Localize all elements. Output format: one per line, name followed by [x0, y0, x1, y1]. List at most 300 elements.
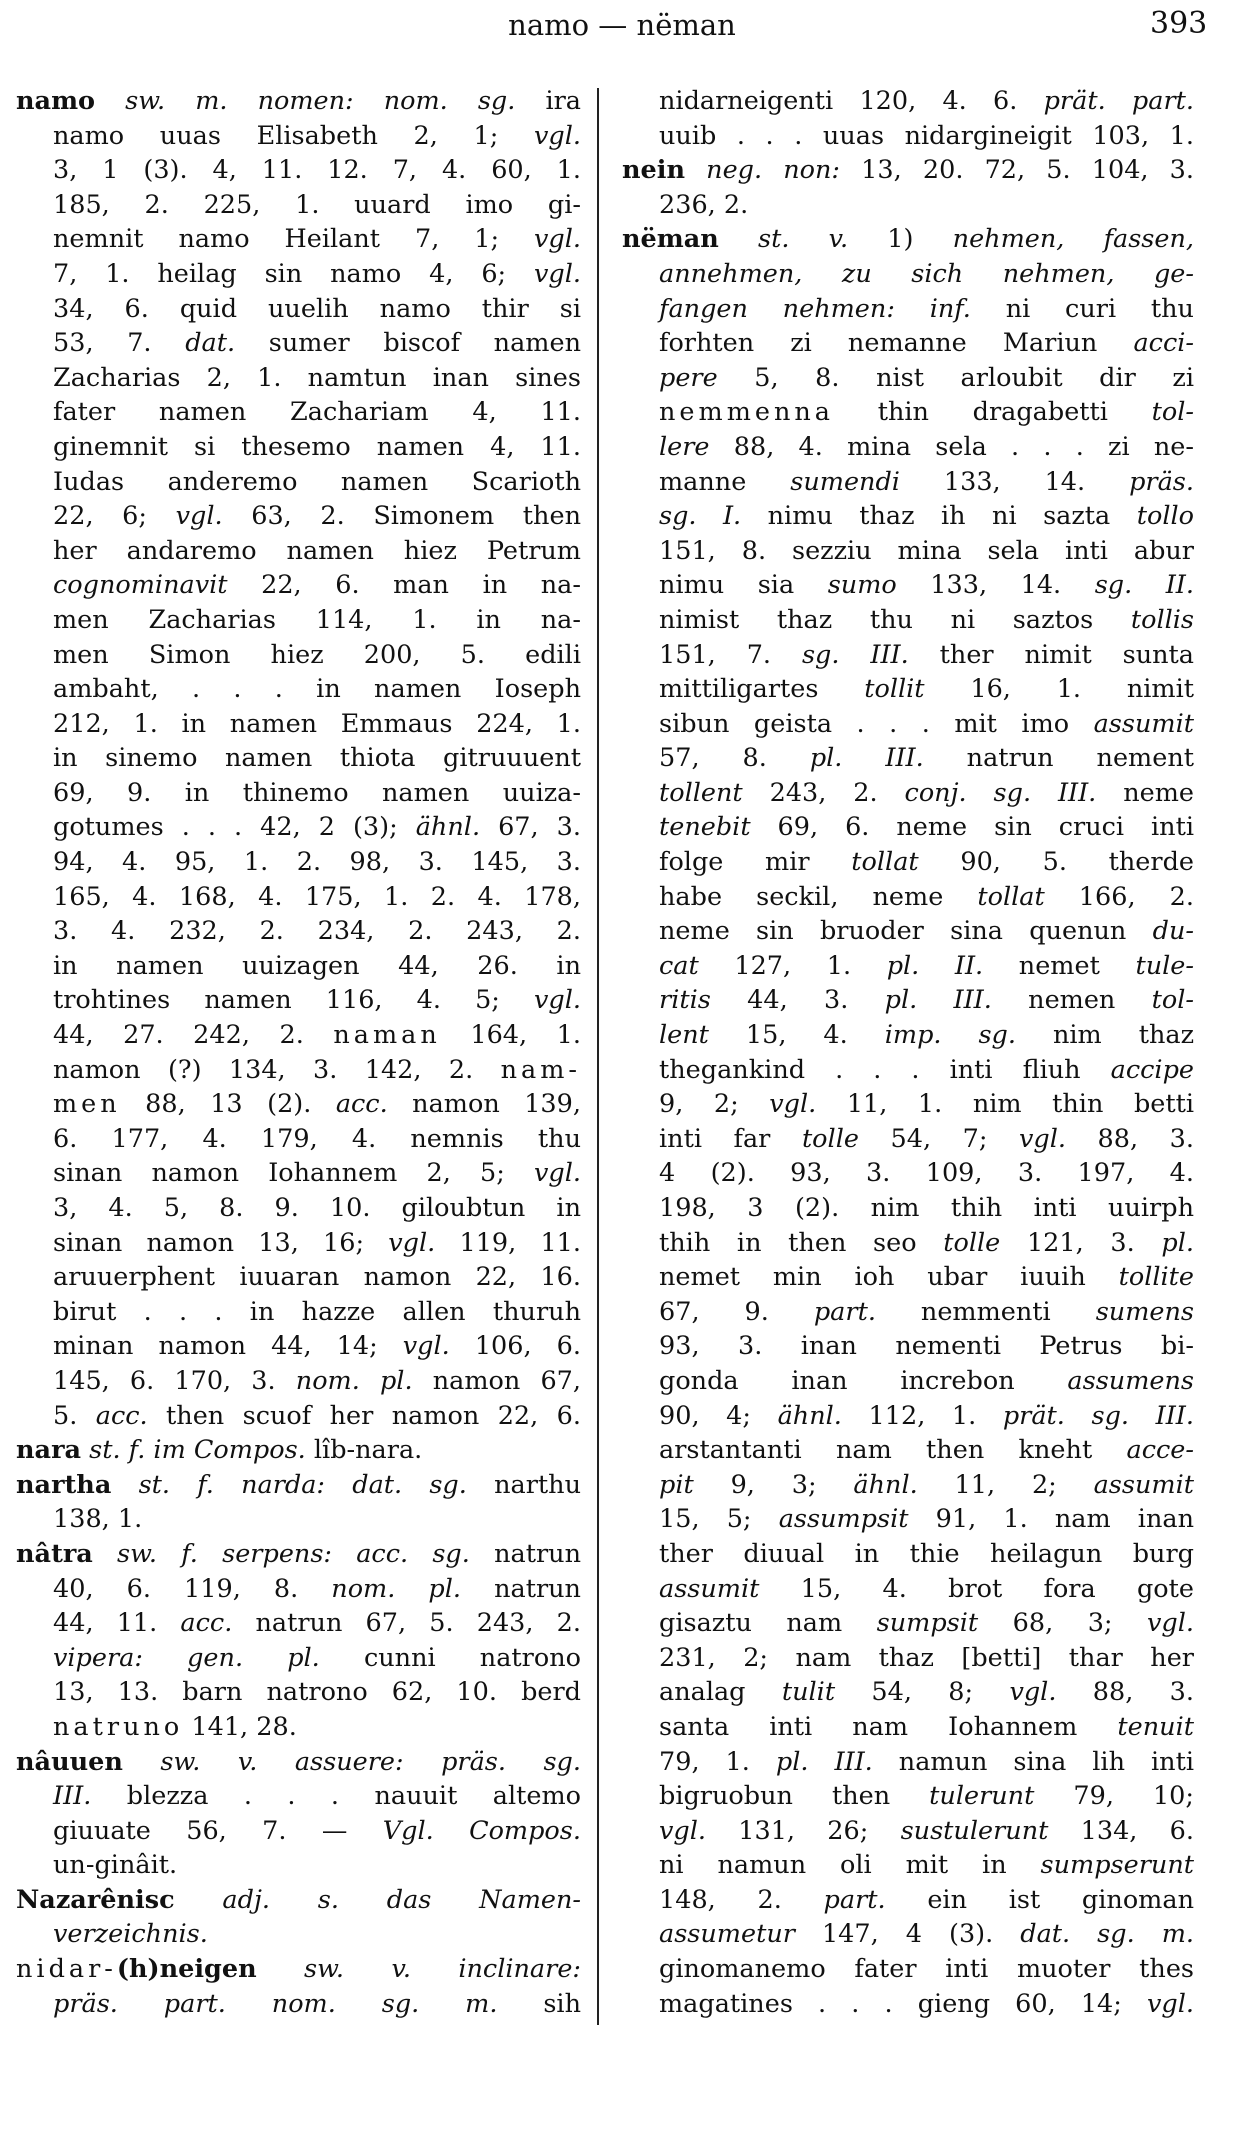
text-line [622, 1433, 1194, 1468]
italic-gloss: st. f. narda: dat. sg. [111, 1469, 467, 1500]
italic-gloss: vgl. [388, 1227, 436, 1258]
text-line [622, 1191, 1194, 1226]
text-line [622, 1814, 1194, 1849]
text-line [622, 1399, 1194, 1434]
text-line [622, 880, 1194, 915]
text-line [16, 1399, 581, 1434]
text-segment: gonda inan increbon [659, 1365, 1068, 1396]
text-segment: ambaht, . . . in namen Ioseph [53, 674, 581, 705]
italic-gloss: acc. [180, 1608, 233, 1639]
italic-gloss: lent [659, 1020, 709, 1051]
italic-gloss: tulit [781, 1677, 836, 1708]
text-line [16, 1053, 581, 1088]
text-segment: ni namun oli mit in [659, 1850, 1041, 1881]
text-segment: 243, 2. [742, 777, 905, 808]
italic-gloss: sumo [827, 570, 897, 601]
text-line [622, 257, 1194, 292]
italic-gloss: part. [813, 1296, 876, 1327]
italic-gloss: tol- [1151, 985, 1194, 1016]
italic-gloss: assumens [1067, 1365, 1194, 1396]
text-segment: 198, 3 (2). nim thih inti uuirph [659, 1193, 1194, 1223]
text-segment: 67, 3. [480, 812, 581, 843]
text-segment: nim thaz [1016, 1020, 1194, 1051]
text-line [622, 741, 1194, 776]
text-segment: 11, 1. nim thin betti [816, 1089, 1194, 1120]
text-line [622, 1295, 1194, 1330]
text-segment: 11, 2; [917, 1469, 1094, 1500]
text-segment: neme sin bruoder sina quenun [659, 916, 1153, 947]
italic-gloss: assumetur [659, 1919, 795, 1950]
text-line [16, 1675, 581, 1710]
text-line [16, 222, 581, 257]
text-segment: natrun [461, 1573, 581, 1604]
text-segment: 106, 6. [449, 1331, 581, 1362]
text-line [622, 1122, 1194, 1157]
text-line [16, 776, 581, 811]
italic-gloss: vgl. [1019, 1123, 1066, 1154]
text-segment: nimu thaz ih ni sazta [741, 501, 1137, 532]
text-segment: trohtines namen 116, 4. 5; [53, 985, 534, 1016]
text-line [16, 1329, 581, 1364]
italic-gloss: annehmen, zu sich nehmen, ge- [659, 258, 1194, 289]
text-segment: 3, 4. 5, 8. 9. 10. giloubtun in [53, 1193, 581, 1223]
text-segment: nemet [983, 950, 1136, 981]
text-segment: namon 67, [412, 1365, 581, 1396]
text-line [622, 1675, 1194, 1710]
text-segment: namun sina lih inti [872, 1746, 1194, 1777]
italic-gloss: sw. m. nomen: nom. sg. [95, 86, 516, 116]
text-segment: thin dragabetti [834, 397, 1152, 428]
italic-gloss: tulerunt [929, 1781, 1035, 1812]
text-line [16, 188, 581, 223]
page-number: 393 [1150, 6, 1208, 41]
text-segment: namon 139, [387, 1089, 581, 1120]
text-line [16, 1018, 581, 1053]
italic-gloss: pl. [1161, 1227, 1194, 1258]
headword: nara [16, 1435, 82, 1466]
italic-gloss: vgl. [534, 985, 581, 1016]
text-segment: 3. 4. 232, 2. 234, 2. 243, 2. [53, 916, 581, 947]
text-line [622, 1606, 1194, 1641]
text-segment: 54, 8; [835, 1677, 1010, 1708]
italic-gloss: ritis [659, 985, 711, 1016]
italic-gloss: sg. II. [1094, 570, 1194, 601]
text-segment: manne [659, 466, 791, 497]
text-segment: 57, 8. [659, 743, 810, 774]
text-segment: 133, 14. [896, 570, 1095, 601]
right-column [622, 84, 1194, 2021]
text-segment: 22, 6. man in na- [227, 570, 581, 601]
italic-gloss: vgl. [402, 1331, 450, 1362]
text-line [16, 326, 581, 361]
italic-gloss: tollit [864, 674, 925, 705]
italic-gloss: pl. III. [775, 1746, 873, 1777]
text-segment: 68, 3; [978, 1608, 1147, 1639]
spaced-form: nemmenna [659, 397, 835, 428]
text-line [622, 1987, 1194, 2022]
left-column [16, 84, 581, 2021]
text-segment: thegankind . . . inti fliuh [659, 1054, 1111, 1085]
italic-gloss: tenebit [659, 812, 751, 843]
text-line [622, 1537, 1194, 1572]
entry-line [16, 1745, 581, 1780]
text-segment: cunni natrono [319, 1642, 581, 1673]
italic-gloss: assumit [659, 1573, 760, 1604]
italic-gloss: vgl. [534, 258, 581, 289]
text-segment: natrun 67, 5. 243, 2. [232, 1608, 581, 1639]
text-segment: 1) [848, 224, 953, 255]
italic-gloss: sg. I. [659, 501, 742, 532]
text-line [16, 983, 581, 1018]
text-segment: fater namen Zachariam 4, 11. [53, 397, 581, 428]
text-line [622, 1641, 1194, 1676]
text-line [16, 1710, 581, 1745]
text-segment: 90, 4; [659, 1400, 778, 1431]
italic-gloss: präs. part. nom. sg. m. [53, 1988, 498, 2019]
text-line [622, 672, 1194, 707]
text-segment: bigruobun then [659, 1781, 930, 1812]
text-line [16, 292, 581, 327]
text-segment: 90, 5. therde [918, 847, 1194, 878]
text-segment: arstantanti nam then kneht [659, 1435, 1127, 1466]
italic-gloss: sumpserunt [1040, 1850, 1194, 1881]
italic-gloss: vgl. [534, 1158, 581, 1189]
italic-gloss: lere [659, 431, 710, 462]
entry-line [622, 153, 1194, 188]
text-line [16, 1987, 581, 2022]
text-segment: 147, 4 (3). [794, 1919, 1021, 1950]
text-line [622, 188, 1194, 223]
text-line [622, 1468, 1194, 1503]
text-segment: 88, 13 (2). [120, 1089, 336, 1120]
entry-line [16, 1537, 581, 1572]
text-line [16, 810, 581, 845]
italic-gloss: nom. pl. [295, 1365, 413, 1396]
text-line [622, 1156, 1194, 1191]
italic-gloss: du- [1152, 916, 1194, 947]
headword: (h)neigen [116, 1954, 257, 1985]
text-line [622, 603, 1194, 638]
text-line [16, 672, 581, 707]
text-line [622, 810, 1194, 845]
text-segment: 141, 28. [183, 1711, 297, 1742]
text-segment: 44, 27. 242, 2. [53, 1020, 334, 1051]
text-segment: blezza . . . nauuit altemo [91, 1781, 581, 1812]
text-segment: uuib . . . uuas nidargineigit 103, 1. [659, 120, 1194, 151]
headword: namo [16, 86, 96, 116]
text-segment: ginomanemo fater inti muoter thes [659, 1954, 1194, 1985]
text-line [622, 949, 1194, 984]
text-segment: 22, 6; [53, 501, 176, 532]
text-segment: 5, 8. nist arloubit dir zi [717, 362, 1194, 393]
italic-gloss: tollat [977, 881, 1045, 912]
text-line [16, 880, 581, 915]
text-line [622, 1745, 1194, 1780]
text-line [622, 776, 1194, 811]
text-segment: sinan namon 13, 16; [53, 1227, 389, 1258]
text-line [16, 257, 581, 292]
italic-gloss: tenuit [1117, 1711, 1194, 1742]
italic-gloss: tolle [801, 1123, 859, 1154]
spaced-form: men [53, 1089, 121, 1120]
text-line [16, 430, 581, 465]
entry-line [16, 1883, 581, 1918]
italic-gloss: vgl. [534, 224, 581, 255]
italic-gloss: assumpsit [778, 1504, 909, 1535]
italic-gloss: pl. III. [884, 985, 992, 1016]
text-segment: lîb-nara. [305, 1435, 423, 1466]
text-segment: 44, 3. [710, 985, 885, 1016]
text-line [16, 153, 581, 188]
italic-gloss: dat. [185, 328, 236, 359]
text-segment: natrun nement [923, 743, 1194, 774]
italic-gloss: vgl. [534, 120, 581, 151]
text-segment: analag [659, 1677, 782, 1708]
text-line [16, 395, 581, 430]
text-line [622, 1329, 1194, 1364]
text-line [622, 1952, 1194, 1987]
text-segment: 16, 1. nimit [924, 674, 1194, 705]
headword: nâtra [16, 1538, 93, 1569]
italic-gloss: tollis [1130, 604, 1194, 635]
text-line [622, 84, 1194, 119]
text-line [16, 914, 581, 949]
text-segment: 131, 26; [706, 1815, 901, 1846]
text-line [16, 568, 581, 603]
text-segment: gisaztu nam [659, 1608, 877, 1639]
italic-gloss: prät. sg. III. [1002, 1400, 1194, 1431]
text-segment: santa inti nam Iohannem [659, 1711, 1118, 1742]
italic-gloss: tol- [1151, 397, 1194, 428]
text-line [16, 1572, 581, 1607]
text-segment: habe seckil, neme [659, 881, 978, 912]
text-segment: 15, 5; [659, 1504, 779, 1535]
text-segment: 133, 14. [899, 466, 1130, 497]
italic-gloss: neg. non: [685, 155, 841, 186]
italic-gloss: pl. III. [809, 743, 924, 774]
text-segment: 63, 2. Simonem then [222, 501, 581, 532]
text-line [622, 1502, 1194, 1537]
entry-line [16, 1433, 581, 1468]
text-segment: 40, 6. 119, 8. [53, 1573, 332, 1604]
italic-gloss: cat [659, 950, 699, 981]
italic-gloss: pl. II. [886, 950, 984, 981]
italic-gloss: imp. sg. [884, 1020, 1016, 1051]
text-line [622, 361, 1194, 396]
entry-line [16, 1952, 581, 1987]
italic-gloss: st. v. [718, 224, 849, 255]
text-segment: 44, 11. [53, 1608, 181, 1639]
italic-gloss: vipera: gen. pl. [53, 1642, 320, 1673]
italic-gloss: nom. pl. [331, 1573, 461, 1604]
text-segment: 4 (2). 93, 3. 109, 3. 197, 4. [659, 1158, 1194, 1189]
italic-gloss: assumit [1093, 1469, 1194, 1500]
text-segment: 9, 3; [693, 1469, 854, 1500]
text-segment: gotumes . . . 42, 2 (3); [53, 812, 416, 843]
italic-gloss: tollite [1118, 1262, 1194, 1293]
italic-gloss: sustulerunt [900, 1815, 1049, 1846]
text-line [622, 119, 1194, 154]
italic-gloss: tollent [659, 777, 743, 808]
spaced-form: nam- [500, 1054, 581, 1085]
italic-gloss: tule- [1135, 950, 1194, 981]
entry-line [622, 222, 1194, 257]
text-line [16, 1122, 581, 1157]
text-line [16, 119, 581, 154]
text-line [16, 1502, 581, 1537]
text-line [16, 741, 581, 776]
text-segment: 94, 4. 95, 1. 2. 98, 3. 145, 3. [53, 847, 581, 878]
text-segment: 134, 6. [1048, 1815, 1194, 1846]
text-segment: in sinemo namen thiota gitruuuent [53, 743, 581, 774]
text-segment: 231, 2; nam thaz [betti] thar her [659, 1642, 1194, 1673]
text-segment: birut . . . in hazze allen thuruh [53, 1296, 581, 1327]
text-line [16, 1848, 581, 1883]
text-segment: Iudas anderemo namen Scarioth [53, 466, 581, 497]
text-line [622, 1087, 1194, 1122]
italic-gloss: vgl. [1009, 1677, 1057, 1708]
text-segment: 88, 3. [1066, 1123, 1194, 1154]
text-segment: 164, 1. [440, 1020, 581, 1051]
italic-gloss: acc. [335, 1089, 388, 1120]
text-line [16, 499, 581, 534]
text-line [622, 395, 1194, 430]
italic-gloss: tollo [1136, 501, 1194, 532]
text-segment: then scuof her namon 22, 6. [147, 1400, 581, 1431]
italic-gloss: vgl. [659, 1815, 706, 1846]
text-segment: Zacharias 2, 1. namtun inan sines [53, 362, 581, 393]
text-segment: 54, 7; [858, 1123, 1019, 1154]
text-segment: 79, 10; [1034, 1781, 1194, 1812]
entry-line [16, 1468, 581, 1503]
spaced-form: natruno [53, 1711, 184, 1742]
text-segment: inti far [659, 1123, 802, 1154]
text-segment: ira [515, 86, 581, 116]
text-segment: 69, 9. in thinemo namen uuiza- [53, 777, 581, 808]
italic-gloss: dat. sg. m. [1020, 1919, 1194, 1950]
running-head: namo — nëman [508, 8, 736, 42]
italic-gloss: acci- [1133, 328, 1194, 359]
text-line [622, 1053, 1194, 1088]
italic-gloss: sg. III. [801, 639, 909, 670]
italic-gloss: verzeichnis. [53, 1919, 208, 1950]
text-segment: neme [1096, 777, 1194, 808]
italic-gloss: vgl. [769, 1089, 817, 1120]
text-line [16, 638, 581, 673]
text-segment: folge mir [659, 847, 852, 878]
text-segment: 79, 1. [659, 1746, 776, 1777]
text-segment: natrun [469, 1538, 581, 1569]
text-line [622, 1364, 1194, 1399]
text-line [622, 534, 1194, 569]
text-segment: nemnit namo Heilant 7, 1; [53, 224, 534, 255]
italic-gloss: ähnl. [415, 812, 481, 843]
text-line [16, 845, 581, 880]
text-segment: nidarneigenti 120, 4. 6. [659, 86, 1044, 116]
italic-gloss: prät. part. [1043, 86, 1194, 116]
text-segment: namo uuas Elisabeth 2, 1; [53, 120, 534, 151]
text-line [16, 707, 581, 742]
text-segment: aruuerphent iuuaran namon 22, 16. [53, 1262, 581, 1293]
italic-gloss: part. [823, 1884, 886, 1915]
text-segment: narthu [466, 1469, 581, 1500]
text-segment: nemet min ioh ubar iuuih [659, 1262, 1119, 1293]
text-segment: 121, 3. [1000, 1227, 1162, 1258]
text-segment: namon (?) 134, 3. 142, 2. [53, 1054, 501, 1085]
italic-gloss: adj. s. das Namen- [174, 1884, 581, 1915]
text-segment: 93, 3. inan nementi Petrus bi- [659, 1331, 1194, 1362]
headword: nartha [16, 1469, 112, 1500]
text-segment: ni curi thu [970, 293, 1194, 324]
text-segment: 236, 2. [659, 189, 749, 220]
text-segment: giuuate 56, 7. — [53, 1815, 383, 1846]
headword: nëman [622, 224, 719, 255]
text-segment: 15, 4. [708, 1020, 885, 1051]
spaced-form: nidar- [16, 1954, 117, 1985]
text-line [16, 465, 581, 500]
italic-gloss: tolle [943, 1227, 1001, 1258]
spaced-form: naman [333, 1020, 441, 1051]
italic-gloss: präs. [1129, 466, 1194, 497]
text-segment: ther nimit sunta [908, 639, 1194, 670]
text-line [16, 1917, 581, 1952]
text-segment: 127, 1. [698, 950, 887, 981]
text-line [16, 1087, 581, 1122]
text-line [16, 361, 581, 396]
text-segment: 91, 1. nam inan [908, 1504, 1194, 1535]
italic-gloss: sw. v. assuere: präs. sg. [122, 1746, 581, 1777]
text-segment: sih [497, 1988, 581, 2019]
text-line [16, 1156, 581, 1191]
text-segment: sumer biscof namen [235, 328, 581, 359]
text-segment: 145, 6. 170, 3. [53, 1365, 296, 1396]
text-line [16, 1779, 581, 1814]
text-segment: 151, 7. [659, 639, 802, 670]
text-segment: 67, 9. [659, 1296, 814, 1327]
text-line [622, 430, 1194, 465]
text-segment: 166, 2. [1044, 881, 1194, 912]
text-segment: magatines . . . gieng 60, 14; [659, 1988, 1147, 2019]
text-line [16, 1260, 581, 1295]
text-line [16, 603, 581, 638]
text-segment: 3, 1 (3). 4, 11. 12. 7, 4. 60, 1. [53, 155, 581, 186]
text-segment: 151, 8. sezziu mina sela inti abur [659, 535, 1194, 566]
text-segment: 212, 1. in namen Emmaus 224, 1. [53, 708, 581, 739]
italic-gloss: ähnl. [853, 1469, 918, 1500]
headword: nâuuen [16, 1746, 123, 1777]
italic-gloss: st. f. im Compos. [81, 1435, 306, 1466]
text-segment: thih in then seo [659, 1227, 944, 1258]
text-line [622, 1572, 1194, 1607]
italic-gloss: ähnl. [777, 1400, 842, 1431]
text-line [16, 1814, 581, 1849]
text-segment: 13, 20. 72, 5. 104, 3. [840, 155, 1194, 186]
text-segment: un-ginâit. [53, 1850, 178, 1881]
headword: nein [622, 155, 685, 186]
text-segment: 15, 4. brot fora gote [759, 1573, 1194, 1604]
text-line [622, 1883, 1194, 1918]
text-line [622, 1917, 1194, 1952]
text-line [622, 1710, 1194, 1745]
italic-gloss: Vgl. Compos. [382, 1815, 581, 1846]
text-line [16, 1606, 581, 1641]
italic-gloss: acce- [1126, 1435, 1194, 1466]
text-segment: ther diuual in thie heilagun burg [659, 1538, 1194, 1569]
text-line [16, 1191, 581, 1226]
text-line [622, 326, 1194, 361]
text-segment: her andaremo namen hiez Petrum [53, 535, 581, 566]
italic-gloss: pere [659, 362, 718, 393]
